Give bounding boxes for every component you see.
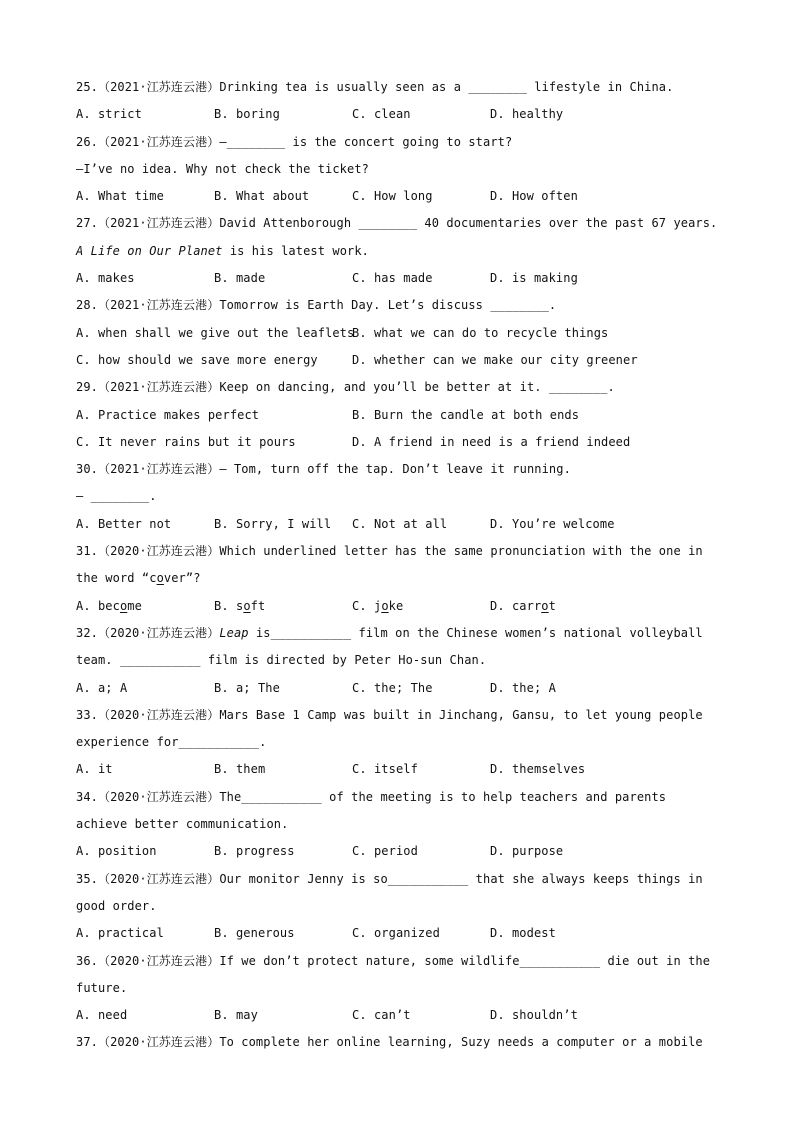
- question-33-stem-cont: experience for___________.: [76, 735, 267, 750]
- option-b: B. Burn the candle at both ends: [352, 407, 580, 422]
- question-35-stem-cont: good order.: [76, 898, 157, 913]
- option-d: D. themselves: [490, 762, 586, 777]
- option-d: D. You’re welcome: [490, 516, 615, 531]
- underlined-letter: o: [243, 598, 251, 613]
- question-29-options-cd: [76, 429, 726, 456]
- question-text: Keep on dancing, and you’ll be better at it. ________.: [219, 380, 615, 395]
- question-29-stem: [76, 374, 726, 401]
- question-25-stem: [76, 74, 726, 101]
- option-c: C. the; The: [352, 680, 433, 695]
- option-a: A. makes: [76, 271, 135, 286]
- question-34-options: [76, 838, 726, 865]
- option-c: C. can’t: [352, 1008, 411, 1023]
- question-text: Mars Base 1 Camp was built in Jinchang, Gansu, to let young people: [219, 707, 703, 722]
- question-number: 28.: [76, 298, 98, 313]
- underlined-letter: o: [541, 598, 549, 613]
- question-text: David Attenborough ________ 40 documentaries over the past 67 years.: [219, 216, 718, 231]
- option-b: B. them: [214, 762, 266, 777]
- question-30-options: [76, 511, 726, 538]
- option-b: B. What about: [214, 189, 310, 204]
- question-text: The___________ of the meeting is to help teachers and parents: [219, 789, 667, 804]
- question-32-stem-cont: team. ___________ film is directed by Peter Ho-sun Chan.: [76, 653, 487, 668]
- question-31-options: [76, 593, 726, 620]
- option-a: [76, 593, 214, 620]
- option-b: B. a; The: [214, 680, 280, 695]
- option-b: B. Sorry, I will: [214, 516, 332, 531]
- option-c: [352, 593, 490, 620]
- text-part: ft: [250, 598, 266, 613]
- question-text: is___________ film on the Chinese women’s national volleyball: [248, 625, 703, 640]
- text-part: ver”?: [163, 571, 201, 586]
- question-text: Drinking tea is usually seen as a ________ lifestyle in China.: [219, 80, 674, 94]
- question-26-stem: [76, 129, 726, 156]
- option-d: D. A friend in need is a friend indeed: [352, 434, 631, 449]
- option-c: C. period: [352, 844, 418, 859]
- question-source: （2020·江苏连云港）: [97, 625, 220, 640]
- question-number: 36.: [76, 953, 98, 968]
- question-26-options: [76, 183, 726, 210]
- question-31-stem-cont: [76, 565, 726, 592]
- question-34-stem-cont: achieve better communication.: [76, 817, 289, 832]
- question-number: 37.: [76, 1035, 98, 1050]
- option-a: A. a; A: [76, 680, 128, 695]
- option-a: A. practical: [76, 926, 164, 941]
- question-29-options-ab: [76, 402, 726, 429]
- question-text: If we don’t protect nature, some wildlife___________ die out in the: [219, 953, 711, 968]
- question-number: 26.: [76, 134, 98, 149]
- question-source: （2020·江苏连云港）: [97, 544, 220, 559]
- text-part: B. s: [214, 598, 244, 613]
- question-source: （2021·江苏连云港）: [97, 216, 220, 231]
- option-b: B. may: [214, 1008, 258, 1023]
- option-b: B. progress: [214, 844, 295, 859]
- question-source: （2021·江苏连云港）: [97, 462, 220, 477]
- option-b: B. what we can do to recycle things: [352, 325, 609, 340]
- question-27-options: [76, 265, 726, 292]
- question-36-stem: [76, 948, 726, 975]
- text-part: t: [548, 598, 556, 613]
- option-a: A. Better not: [76, 516, 172, 531]
- question-33-stem: [76, 702, 726, 729]
- question-source: （2021·江苏连云港）: [97, 298, 220, 313]
- question-source: （2020·江苏连云港）: [97, 871, 220, 886]
- question-28-options-cd: [76, 347, 726, 374]
- text-part: the word “c: [76, 571, 157, 586]
- question-source: （2020·江苏连云港）: [97, 1035, 220, 1050]
- question-32-options: [76, 675, 726, 702]
- option-c: C. Not at all: [352, 516, 448, 531]
- option-c: C. has made: [352, 271, 433, 286]
- question-28-options-ab: [76, 320, 726, 347]
- option-c: C. how should we save more energy: [76, 352, 318, 367]
- question-source: （2021·江苏连云港）: [97, 380, 220, 395]
- option-a: A. it: [76, 762, 113, 777]
- text-part: ke: [388, 598, 404, 613]
- option-b: B. made: [214, 271, 266, 286]
- question-number: 30.: [76, 462, 98, 477]
- option-d: D. How often: [490, 189, 578, 204]
- question-source: （2020·江苏连云港）: [97, 789, 220, 804]
- question-text: Which underlined letter has the same pronunciation with the one in: [219, 544, 703, 559]
- option-a: A. Practice makes perfect: [76, 407, 260, 422]
- option-d: D. the; A: [490, 680, 556, 695]
- question-26-reply: —I’ve no idea. Why not check the ticket?: [76, 161, 369, 176]
- question-text: Our monitor Jenny is so___________ that she always keeps things in: [219, 871, 703, 886]
- question-35-options: [76, 920, 726, 947]
- question-number: 31.: [76, 544, 98, 559]
- underlined-letter: o: [156, 571, 164, 586]
- text-part: me: [127, 598, 142, 613]
- question-number: 32.: [76, 625, 98, 640]
- question-text: is his latest work.: [222, 243, 369, 258]
- underlined-letter: o: [381, 598, 389, 613]
- option-a: A. strict: [76, 107, 142, 122]
- question-28-stem: [76, 292, 726, 319]
- exam-page: [76, 74, 726, 1057]
- question-27-stem: [76, 210, 726, 237]
- question-33-options: [76, 756, 726, 783]
- underlined-letter: o: [119, 598, 128, 613]
- option-b: [214, 593, 352, 620]
- question-34-stem: [76, 784, 726, 811]
- option-c: C. itself: [352, 762, 418, 777]
- question-number: 25.: [76, 80, 98, 94]
- option-d: [490, 593, 556, 620]
- option-c: C. It never rains but it pours: [76, 434, 296, 449]
- question-31-stem: [76, 538, 726, 565]
- option-d: D. is making: [490, 271, 578, 286]
- option-a: A. position: [76, 844, 157, 859]
- text-part: A. bec: [76, 598, 120, 613]
- question-number: 29.: [76, 380, 98, 395]
- option-d: D. purpose: [490, 844, 564, 859]
- question-32-stem: [76, 620, 726, 647]
- question-number: 34.: [76, 789, 98, 804]
- text-part: D. carr: [490, 598, 542, 613]
- question-37-stem: [76, 1029, 726, 1056]
- option-c: C. How long: [352, 189, 433, 204]
- question-30-stem: [76, 456, 726, 483]
- question-number: 27.: [76, 216, 98, 231]
- option-b: B. boring: [214, 107, 280, 122]
- question-text: — Tom, turn off the tap. Don’t leave it running.: [219, 462, 571, 477]
- question-number: 33.: [76, 707, 98, 722]
- documentary-title: A Life on Our Planet: [76, 243, 223, 258]
- question-source: （2021·江苏连云港）: [97, 80, 220, 94]
- question-source: （2020·江苏连云港）: [97, 953, 220, 968]
- film-title: Leap: [219, 625, 249, 640]
- question-35-stem: [76, 866, 726, 893]
- text-part: C. j: [352, 598, 382, 613]
- option-d: D. healthy: [490, 107, 564, 122]
- option-c: C. organized: [352, 926, 440, 941]
- question-text: To complete her online learning, Suzy needs a computer or a mobile: [219, 1035, 703, 1050]
- option-d: D. modest: [490, 926, 556, 941]
- question-36-stem-cont: future.: [76, 980, 128, 995]
- option-d: D. shouldn’t: [490, 1008, 578, 1023]
- option-a: A. when shall we give out the leaflets: [76, 325, 355, 340]
- question-36-options: [76, 1002, 726, 1029]
- option-d: D. whether can we make our city greener: [352, 352, 638, 367]
- option-b: B. generous: [214, 926, 295, 941]
- question-source: （2020·江苏连云港）: [97, 707, 220, 722]
- question-number: 35.: [76, 871, 98, 886]
- question-text: —________ is the concert going to start?: [219, 134, 513, 149]
- question-27-stem-cont: [76, 238, 726, 265]
- question-25-options: [76, 101, 726, 128]
- option-a: A. What time: [76, 189, 164, 204]
- question-text: Tomorrow is Earth Day. Let’s discuss ________.: [219, 298, 557, 313]
- question-source: （2021·江苏连云港）: [97, 134, 220, 149]
- option-c: C. clean: [352, 107, 411, 122]
- option-a: A. need: [76, 1008, 128, 1023]
- question-30-reply: — ________.: [76, 489, 157, 504]
